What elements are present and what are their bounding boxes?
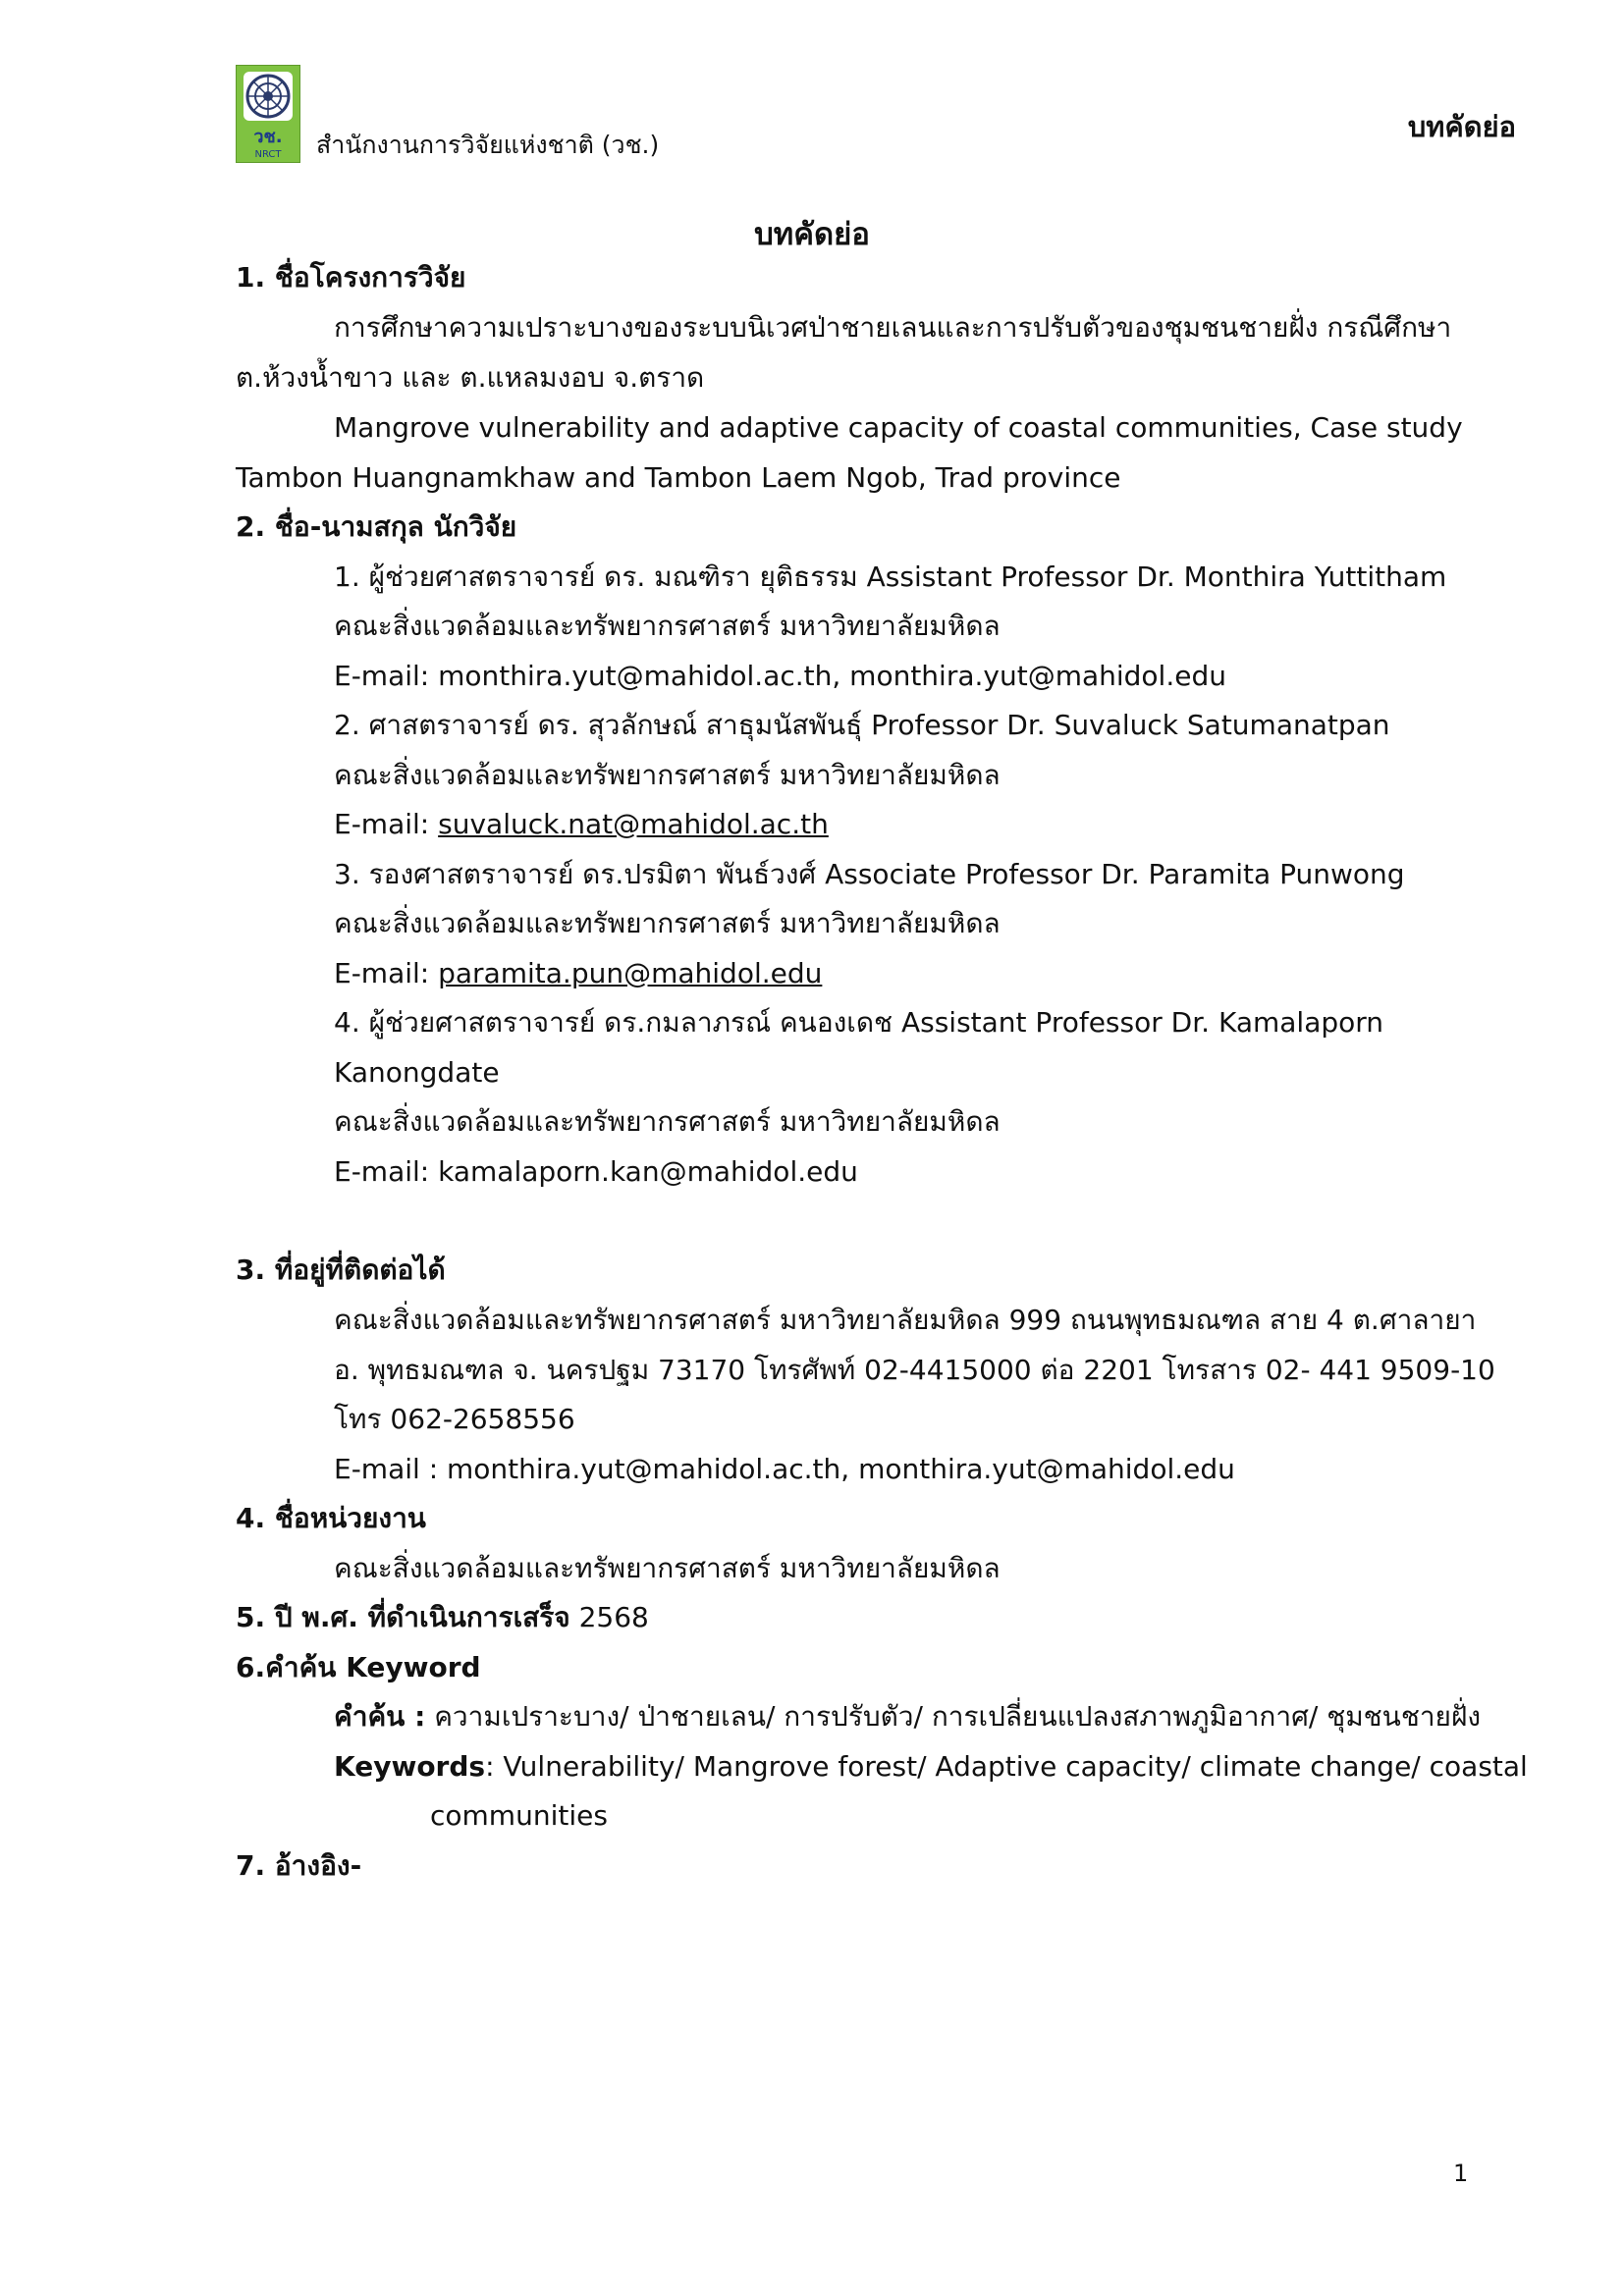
- address-line-1: คณะสิ่งแวดล้อมและทรัพยากรศาสตร์ มหาวิทยาลัยมหิดล 999 ถนนพุทธมณฑล สาย 4 ต.ศาลายา: [334, 1304, 1477, 1336]
- header-abstract-label: บทคัดย่อ: [1407, 110, 1516, 143]
- keywords-thai-line: [334, 1700, 1481, 1734]
- email-label: E-mail:: [334, 660, 439, 692]
- section-4-heading: 4. ชื่อหน่วยงาน: [236, 1502, 426, 1534]
- keywords-thai-label: คำค้น :: [334, 1700, 426, 1733]
- researcher-2-name: 2. ศาสตราจารย์ ดร. สุวลักษณ์ สาธุมนัสพันธุ์ Professor Dr. Suvaluck Satumanatpan: [334, 709, 1390, 741]
- section-1-heading: 1. ชื่อโครงการวิจัย: [236, 261, 466, 294]
- researcher-3-email-line: [334, 957, 822, 990]
- researcher-3-affiliation: คณะสิ่งแวดล้อมและทรัพยากรศาสตร์ มหาวิทยาลัยมหิดล: [334, 907, 1001, 939]
- researcher-3-name: 3. รองศาสตราจารย์ ดร.ปรมิตา พันธ์วงศ์ Associate Professor Dr. Paramita Punwong: [334, 858, 1405, 890]
- project-title-th-line-2: ต.ห้วงน้ำขาว และ ต.แหลมงอบ จ.ตราด: [236, 361, 705, 394]
- agency-name: คณะสิ่งแวดล้อมและทรัพยากรศาสตร์ มหาวิทยาลัยมหิดล: [334, 1552, 1001, 1584]
- address-line-2: อ. พุทธมณฑล จ. นครปฐม 73170 โทรศัพท์ 02-4415000 ต่อ 2201 โทรสาร 02- 441 9509-10: [334, 1354, 1495, 1386]
- org-name: สำนักงานการวิจัยแห่งชาติ (วช.): [316, 131, 660, 159]
- email-label: E-mail:: [334, 808, 439, 840]
- keywords-en-line: [334, 1750, 1528, 1784]
- researcher-2-email-line: [334, 808, 829, 841]
- researcher-4-name: 4. ผู้ช่วยศาสตราจารย์ ดร.กมลาภรณ์ คนองเดช Assistant Professor Dr. Kamalaporn: [334, 1006, 1384, 1039]
- researcher-1-email-line: [334, 660, 1226, 693]
- project-title-en-line-2: Tambon Huangnamkhaw and Tambon Laem Ngob, Trad province: [236, 461, 1121, 494]
- logo-text-thai: วช.: [253, 127, 283, 147]
- researcher-1-name: 1. ผู้ช่วยศาสตราจารย์ ดร. มณฑิรา ยุติธรรม Assistant Professor Dr. Monthira Yuttitham: [334, 561, 1447, 593]
- section-6-heading: 6.คำค้น Keyword: [236, 1651, 481, 1683]
- nrct-logo: [236, 65, 300, 163]
- completion-year: 2568: [578, 1601, 649, 1633]
- section-7-heading: 7. อ้างอิง-: [236, 1849, 362, 1882]
- email-label: E-mail:: [334, 1155, 439, 1188]
- section-5-heading: 5. ปี พ.ศ. ที่ดำเนินการเสร็จ: [236, 1601, 570, 1633]
- email-label: E-mail:: [334, 957, 439, 989]
- section-5-line: [236, 1601, 649, 1634]
- researcher-1-email: monthira.yut@mahidol.ac.th, monthira.yut@mahidol.edu: [438, 660, 1226, 692]
- researcher-4-email-line: [334, 1155, 858, 1189]
- page-title: บทคัดย่อ: [754, 217, 870, 252]
- section-2-heading: 2. ชื่อ-นามสกุล นักวิจัย: [236, 510, 517, 543]
- project-title-en-line-1: Mangrove vulnerability and adaptive capacity of coastal communities, Case study: [334, 411, 1463, 444]
- keywords-en: : Vulnerability/ Mangrove forest/ Adaptive capacity/ climate change/ coastal: [485, 1750, 1528, 1783]
- researcher-4-affiliation: คณะสิ่งแวดล้อมและทรัพยากรศาสตร์ มหาวิทยาลัยมหิดล: [334, 1105, 1001, 1138]
- researcher-2-email-link[interactable]: suvaluck.nat@mahidol.ac.th: [438, 808, 829, 840]
- researcher-3-email-link[interactable]: paramita.pun@mahidol.edu: [438, 957, 823, 989]
- address-phone: โทร 062-2658556: [334, 1403, 575, 1435]
- address-email: E-mail : monthira.yut@mahidol.ac.th, monthira.yut@mahidol.edu: [334, 1453, 1235, 1485]
- researcher-1-affiliation: คณะสิ่งแวดล้อมและทรัพยากรศาสตร์ มหาวิทยาลัยมหิดล: [334, 610, 1001, 642]
- page-number: 1: [1453, 2160, 1469, 2187]
- section-3-heading: 3. ที่อยู่ที่ติดต่อได้: [236, 1254, 446, 1286]
- keywords-thai: ความเปราะบาง/ ป่าชายเลน/ การปรับตัว/ การเปลี่ยนแปลงสภาพภูมิอากาศ/ ชุมชนชายฝั่ง: [434, 1700, 1482, 1733]
- keywords-en-cont: communities: [430, 1799, 608, 1832]
- keywords-en-label: Keywords: [334, 1750, 486, 1783]
- logo-text-en: NRCT: [254, 149, 282, 160]
- project-title-th-line-1: การศึกษาความเปราะบางของระบบนิเวศป่าชายเลนและการปรับตัวของชุมชนชายฝั่ง กรณีศึกษา: [334, 311, 1452, 344]
- researcher-4-email: kamalaporn.kan@mahidol.edu: [438, 1155, 858, 1188]
- researcher-2-affiliation: คณะสิ่งแวดล้อมและทรัพยากรศาสตร์ มหาวิทยาลัยมหิดล: [334, 759, 1001, 791]
- researcher-4-name-cont: Kanongdate: [334, 1056, 500, 1089]
